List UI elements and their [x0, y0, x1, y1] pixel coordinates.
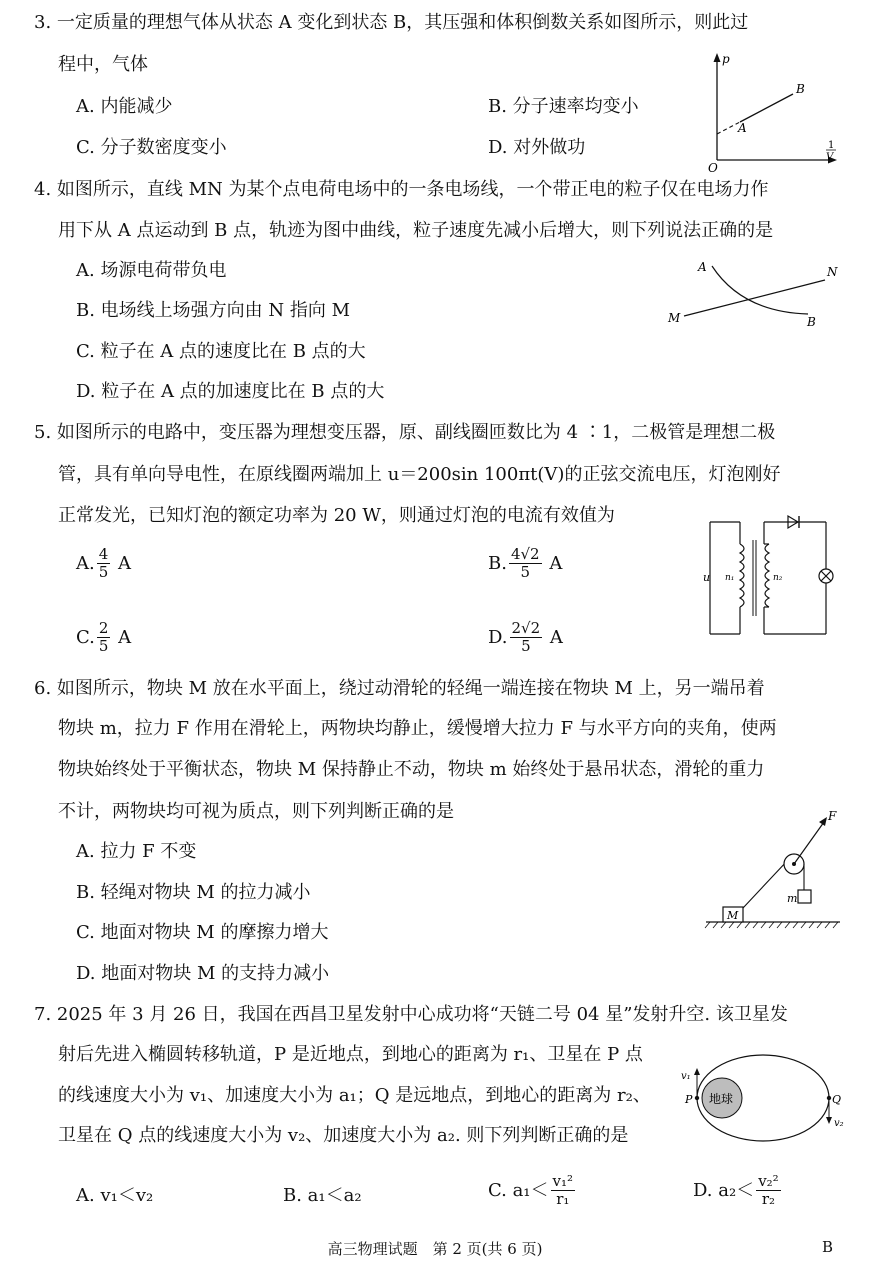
q6-block-m-large-label: M — [727, 909, 739, 922]
q7-stem-line3: 的线速度大小为 v₁、加速度大小为 a₁；Q 是远地点，到地心的距离为 r₂、 — [58, 1085, 651, 1106]
block-m — [798, 890, 811, 903]
q7-option-a: A. v₁＜v₂ — [76, 1185, 154, 1206]
q4-point-m-label: M — [668, 311, 681, 325]
q6-option-b: B. 轻绳对物块 M 的拉力减小 — [76, 882, 311, 903]
q3-option-d: D. 对外做功 — [488, 137, 586, 158]
q7-option-c: C. a₁＜ $\frac{\text{v₁²}}{\text{r₁}}$ — [488, 1172, 574, 1209]
q6-option-a: A. 拉力 F 不变 — [76, 841, 197, 862]
q5-secondary-turns-label: n₂ — [773, 573, 783, 583]
q6-force-label: F — [828, 809, 837, 823]
q6-pulley-figure — [700, 808, 845, 933]
q3-axis-p-label: p — [722, 52, 730, 66]
q5-voltage-label: u — [703, 571, 711, 584]
q7-stem-line4: 卫星在 Q 点的线速度大小为 v₂、加速度大小为 a₂. 则下列判断正确的是 — [58, 1125, 629, 1146]
q7-point-p-label: P — [685, 1093, 693, 1106]
q5-transformer-circuit — [700, 512, 845, 642]
q3-axis-x-den: V — [826, 152, 834, 163]
q7-orbit-figure — [676, 1050, 846, 1150]
q6-option-d: D. 地面对物块 M 的支持力减小 — [76, 963, 330, 984]
paper-version-label: B — [822, 1238, 834, 1256]
q4-option-b: B. 电场线上场强方向由 N 指向 M — [76, 300, 351, 321]
q7-stem-line2: 射后先进入椭圆转移轨道，P 是近地点，到地心的距离为 r₁、卫星在 P 点 — [58, 1044, 643, 1065]
q3-option-b: B. 分子速率均变小 — [488, 96, 639, 117]
q3-stem-line2: 程中，气体 — [58, 54, 148, 75]
q4-stem-line2: 用下从 A 点运动到 B 点，轨迹为图中曲线，粒子速度先减小后增大，则下列说法正确的是 — [58, 220, 774, 241]
q5-option-c: C. $\frac{2}{5}$ A — [76, 619, 132, 656]
q5-option-d: D. $\frac{2√2}{5}$ A — [488, 619, 563, 656]
q5-primary-turns-label: n₁ — [725, 573, 735, 583]
q5-option-a: A. $\frac{4}{5}$ A — [76, 545, 132, 582]
q3-stem-line1: 3. 一定质量的理想气体从状态 A 变化到状态 B，其压强和体积倒数关系如图所示，则此过 — [34, 12, 749, 33]
q7-earth-label: 地球 — [709, 1092, 734, 1106]
q5-stem-line1: 5. 如图所示的电路中，变压器为理想变压器，原、副线圈匝数比为 4 ∶1，二极管是理想二极 — [34, 422, 776, 443]
q5-option-b: B. $\frac{4√2}{5}$ A — [488, 545, 563, 582]
q4-point-b-label: B — [807, 315, 816, 329]
q3-option-a: A. 内能减少 — [76, 96, 173, 117]
q4-option-a: A. 场源电荷带负电 — [76, 260, 227, 281]
q5-stem-line3: 正常发光，已知灯泡的额定功率为 20 W，则通过灯泡的电流有效值为 — [58, 505, 615, 526]
q7-stem-line1: 7. 2025 年 3 月 26 日，我国在西昌卫星发射中心成功将“天链二号 04 星”发射升空. 该卫星发 — [34, 1004, 788, 1025]
q6-stem-line1: 6. 如图所示，物块 M 放在水平面上，绕过动滑轮的轻绳一端连接在物块 M 上，另一端吊着 — [34, 678, 765, 699]
q7-option-d: D. a₂＜ $\frac{\text{v₂²}}{\text{r₂}}$ — [693, 1172, 779, 1209]
q6-stem-line3: 物块始终处于平衡状态，物块 M 保持静止不动，物块 m 始终处于悬吊状态，滑轮的重力 — [58, 759, 765, 780]
q4-field-line-figure — [660, 254, 850, 334]
q4-stem-line1: 4. 如图所示，直线 MN 为某个点电荷电场中的一条电场线，一个带正电的粒子仅在电场力作 — [34, 179, 769, 200]
q5-stem-line2: 管，具有单向导电性，在原线圈两端加上 u＝200sin 100πt(V)的正弦交流电压，灯泡刚好 — [58, 464, 781, 485]
q3-pv-graph — [700, 50, 850, 175]
lamp-icon — [819, 569, 833, 583]
q4-point-a-label: A — [698, 260, 707, 274]
q6-stem-line2: 物块 m，拉力 F 作用在滑轮上，两物块均静止，缓慢增大拉力 F 与水平方向的夹角，使两 — [58, 718, 777, 739]
q4-option-c: C. 粒子在 A 点的速度比在 B 点的大 — [76, 341, 366, 362]
q4-option-d: D. 粒子在 A 点的加速度比在 B 点的大 — [76, 381, 385, 402]
q7-v2-label: v₂ — [834, 1118, 844, 1129]
q3-origin-label: O — [708, 161, 718, 175]
q7-point-q-label: Q — [832, 1093, 842, 1106]
q4-point-n-label: N — [827, 265, 838, 279]
q7-option-b: B. a₁＜a₂ — [283, 1185, 362, 1206]
q6-block-m-small-label: m — [787, 892, 798, 905]
q6-stem-line4: 不计，两物块均可视为质点，则下列判断正确的是 — [58, 801, 454, 822]
q6-option-c: C. 地面对物块 M 的摩擦力增大 — [76, 922, 329, 943]
q3-point-b-label: B — [796, 82, 805, 96]
page-footer: 高三物理试题 第 2 页(共 6 页) — [327, 1240, 543, 1258]
q3-point-a-label: A — [738, 121, 747, 135]
q7-v1-label: v₁ — [681, 1071, 691, 1082]
q3-option-c: C. 分子数密度变小 — [76, 137, 227, 158]
q3-axis-x-num: 1 — [828, 140, 835, 151]
